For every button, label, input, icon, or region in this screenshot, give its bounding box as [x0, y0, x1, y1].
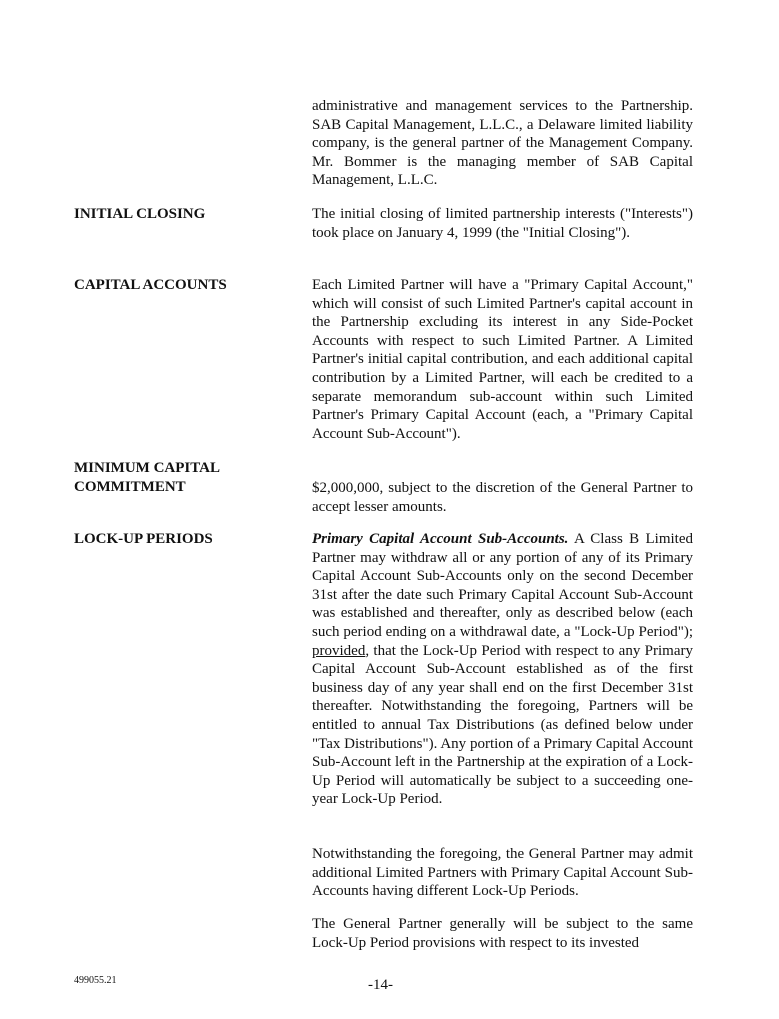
heading-lockup-periods: LOCK-UP PERIODS — [74, 531, 213, 547]
capital-accounts-text: Each Limited Partner will have a "Primary Capital Account," which will consist of such Limited Partner's capital account in the Partnership excluding its interest in any Side-Pocket Accounts with respect to such Limited Partner. A Limited Partner's initial capital contribution, and each additional capital contribution by a Limited Partner, will each be credited to a separate memorandum sub-account within such Limited Partner's Primary Capital Account (each, a "Primary Capital Account Sub-Account"). — [312, 277, 693, 442]
initial-closing-text: The initial closing of limited partnership interests ("Interests") took place on January 4, 1999 (the "Initial Closing"). — [312, 206, 693, 241]
page-number: -14- — [368, 977, 393, 993]
minimum-capital-text: $2,000,000, subject to the discretion of the General Partner to accept lesser amounts. — [312, 480, 693, 515]
lockup-text-part1: A Class B Limited Partner may withdraw all or any portion of any of its Primary Capital Account Sub-Accounts only on the second December 31st after the date such Primary Capital Account Sub-Account was established and thereafter, only as described below (each such period ending on a withdrawal date, a "Lock-Up Period"); — [312, 531, 693, 640]
heading-capital-accounts: CAPITAL ACCOUNTS — [74, 277, 227, 293]
lockup-paragraph-2: Notwithstanding the foregoing, the General Partner may admit additional Limited Partners with Primary Capital Account Sub-Accounts having different Lock-Up Periods. — [312, 846, 693, 900]
intro-paragraph: administrative and management services to the Partnership. SAB Capital Management, L.L.C., a Delaware limited liability company, is the general partner of the Management Company. Mr. Bommer is the managing member of SAB Capital Management, L.L.C. — [312, 98, 693, 189]
heading-minimum-capital-commitment — [74, 459, 294, 496]
lockup-paragraph-3: The General Partner generally will be subject to the same Lock-Up Period provisions with respect to its invested — [312, 916, 693, 951]
heading-minimum-capital-line1: MINIMUM CAPITAL — [74, 460, 220, 476]
document-id: 499055.21 — [74, 975, 117, 986]
lockup-lead-title: Primary Capital Account Sub-Accounts. — [312, 531, 569, 547]
heading-initial-closing: INITIAL CLOSING — [74, 206, 206, 222]
lockup-paragraph-1 — [312, 530, 693, 809]
lockup-text-part2: , that the Lock-Up Period with respect to any Primary Capital Account Sub-Account established as of the first business day of any year shall end on the first December 31st thereafter. Notwithstanding the foregoing, Partners will be entitled to annual Tax Distributions (as defined below under "Tax Distributions"). Any portion of a Primary Capital Account Sub-Account left in the Partnership at the expiration of a Lock-Up Period will automatically be subject to a succeeding one-year Lock-Up Period. — [312, 642, 693, 808]
lockup-provided: provided — [312, 642, 366, 659]
heading-minimum-capital-line2: COMMITMENT — [74, 478, 186, 495]
